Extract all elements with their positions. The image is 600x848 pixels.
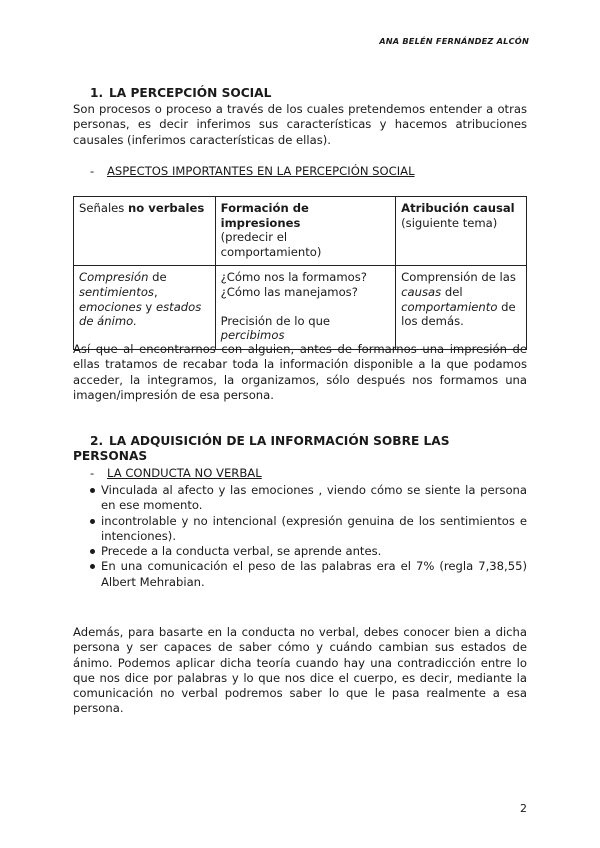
cell-text: y: [141, 299, 156, 314]
section-2-paragraph: Además, para basarte en la conducta no verbal, debes conocer bien a dicha persona y ser capaces de saber cómo y cuándo cambian sus estados de ánimo. Podemos aplicar dicha teoría cuando hay una contradicción entre lo que nos dice por palabras y lo que nos dice el cuerpo, es decir, mediante la comunicación no verbal podremos saber lo que le pasa realmente a esa persona.: [73, 625, 527, 716]
perception-table: [73, 196, 527, 350]
section-2-number: 2.: [90, 434, 104, 448]
table-cell: [215, 266, 396, 349]
cell-text: de los demás.: [401, 299, 516, 329]
header-text-bold: no verbales: [128, 201, 205, 215]
cell-text: del: [441, 284, 463, 299]
list-item: [73, 483, 527, 514]
table-header-cell: [396, 197, 527, 266]
cell-text: estados de ánimo.: [79, 299, 202, 329]
section-1-paragraph-2: Así que al encontrarnos con alguien, antes de formarnos una impresión de ellas tratamos de recabar toda la información disponible a la que podamos acceder, la integramos, la organizamos, sólo después nos formamos una imagen/impresión de esa persona.: [73, 342, 527, 402]
section-1-title: LA PERCEPCIÓN SOCIAL: [109, 86, 272, 100]
perception-table-wrap: [73, 196, 527, 350]
cell-text: Compresión: [79, 270, 149, 285]
section-1-subheading: [73, 164, 544, 179]
header-subtitle: (siguiente tema): [401, 215, 498, 230]
section-1-paragraph: Son procesos o proceso a través de los cuales pretendemos entender a otras personas, es decir inferimos sus características y hacemos atribuciones causales (inferimos características de ellas).: [73, 102, 527, 147]
section-2-body: [73, 625, 527, 717]
subheading-dash: -: [90, 164, 95, 178]
table-header-row: [74, 197, 527, 266]
table-cell: [396, 266, 527, 349]
header-title: Formación de impresiones: [220, 201, 309, 230]
list-item-text: Vinculada al afecto y las emociones , viendo cómo se siente la persona en ese momento.: [101, 483, 527, 513]
section-2-subheading: [73, 466, 544, 481]
header-subtitle: (predecir el comportamiento): [220, 230, 322, 259]
bullet-icon: [90, 564, 95, 569]
table-row: [74, 266, 527, 349]
table-cell: [74, 266, 216, 349]
list-item: [73, 544, 527, 559]
header-title: Atribución causal: [401, 201, 515, 215]
list-item: [73, 514, 527, 545]
section-2-bullets: [73, 483, 527, 590]
cell-text: Comprensión de las: [401, 270, 516, 285]
cell-text: de: [148, 270, 167, 285]
section-1-number: 1.: [90, 86, 104, 100]
cell-question: ¿Cómo nos la formamos?: [220, 270, 367, 285]
cell-text: Precisión de lo que: [220, 313, 331, 328]
table-header-cell: [215, 197, 396, 266]
list-item: [73, 559, 527, 590]
header-author: ANA BELÉN FERNÁNDEZ ALCÓN: [379, 36, 529, 46]
bullet-icon: [90, 519, 95, 524]
section-2-title: LA ADQUISICIÓN DE LA INFORMACIÓN SOBRE LAS PERSONAS: [73, 434, 450, 464]
bullet-list: [73, 483, 527, 590]
bullet-icon: [90, 488, 95, 493]
header-text: Señales: [79, 201, 129, 215]
subheading-dash: -: [90, 466, 95, 480]
bullet-icon: [90, 549, 95, 554]
cell-question: ¿Cómo las manejamos?: [220, 284, 358, 299]
subheading-text: ASPECTOS IMPORTANTES EN LA PERCEPCIÓN SOCIAL: [107, 164, 415, 178]
cell-text: sentimientos: [79, 284, 154, 299]
list-item-text: Precede a la conducta verbal, se aprende antes.: [101, 544, 382, 559]
page-number: 2: [520, 802, 527, 815]
list-item-text: incontrolable y no intencional (expresión genuina de los sentimientos e intenciones).: [101, 513, 527, 543]
list-item-text: En una comunicación el peso de las palabras era el 7% (regla 7,38,55) Albert Mehrabian.: [101, 559, 527, 589]
section-1-heading: [73, 86, 527, 101]
section-1-body: [73, 102, 527, 148]
section-1-conclusion: [73, 342, 527, 403]
cell-text-italic: percibimos: [220, 328, 285, 343]
table-header-cell: [74, 197, 216, 266]
cell-text-italic: causas: [401, 284, 442, 299]
subheading-text: LA CONDUCTA NO VERBAL: [107, 466, 262, 480]
section-2-heading: [73, 434, 527, 465]
cell-text-italic: comportamiento: [401, 299, 498, 314]
cell-text: emociones: [79, 299, 142, 314]
cell-text: ,: [153, 284, 158, 299]
